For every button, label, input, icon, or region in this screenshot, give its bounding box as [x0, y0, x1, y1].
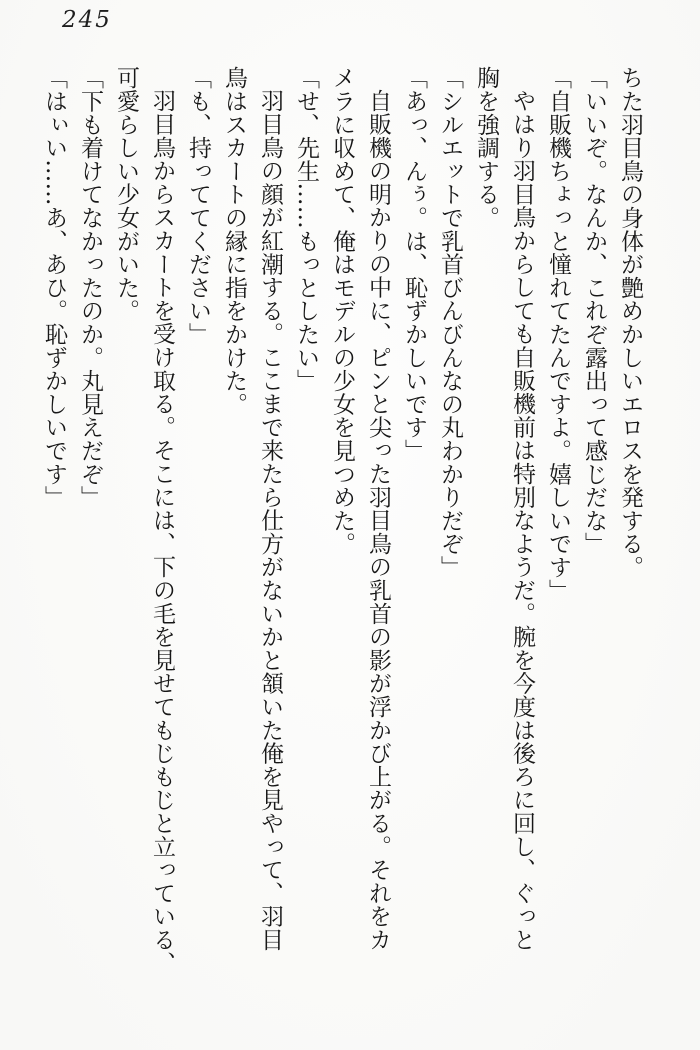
text-line: 可愛らしい少女がいた。 [113, 66, 139, 323]
text-line: 羽目鳥からスカートを受け取る。そこには、下の毛を見せてもじもじと立っている、 [149, 89, 175, 975]
text-line: 「あっ、んぅ。は、恥ずかしいです」 [401, 66, 427, 463]
text-line: 「いいぞ。なんか、これぞ露出って感じだな」 [581, 66, 607, 556]
text-line: ちた羽目鳥の身体が艶めかしいエロスを発する。 [617, 66, 643, 579]
text-line: 「せ、先生……もっとしたい」 [293, 66, 319, 393]
text-line: 「も、持っててください」 [185, 66, 211, 346]
text-line: 「シルエットで乳首びんびんなの丸わかりだぞ」 [437, 66, 463, 579]
text-line: 鳥はスカートの縁に指をかけた。 [221, 66, 247, 416]
text-line: メラに収めて、俺はモデルの少女を見つめた。 [329, 66, 355, 556]
text-line: 「はぃい……あ、あひ。恥ずかしいです」 [41, 66, 67, 509]
text-line: 胸を強調する。 [473, 66, 499, 230]
text-line: 「下も着けてなかったのか。丸見えだぞ」 [77, 66, 103, 509]
text-line: 「自販機ちょっと憧れてたんですよ。嬉しいです」 [545, 66, 571, 602]
text-line: やはり羽目鳥からしても自販機前は特別なようだ。腕を今度は後ろに回し、ぐっと [509, 89, 535, 952]
text-line: 自販機の明かりの中に、ピンと尖った羽目鳥の乳首の影が浮かび上がる。それをカ [365, 89, 391, 952]
text-line: 羽目鳥の顔が紅潮する。ここまで来たら仕方がないかと頷いた俺を見やって、羽目 [257, 89, 283, 952]
page-number: 245 [62, 7, 112, 33]
vertical-text-block [36, 66, 648, 980]
